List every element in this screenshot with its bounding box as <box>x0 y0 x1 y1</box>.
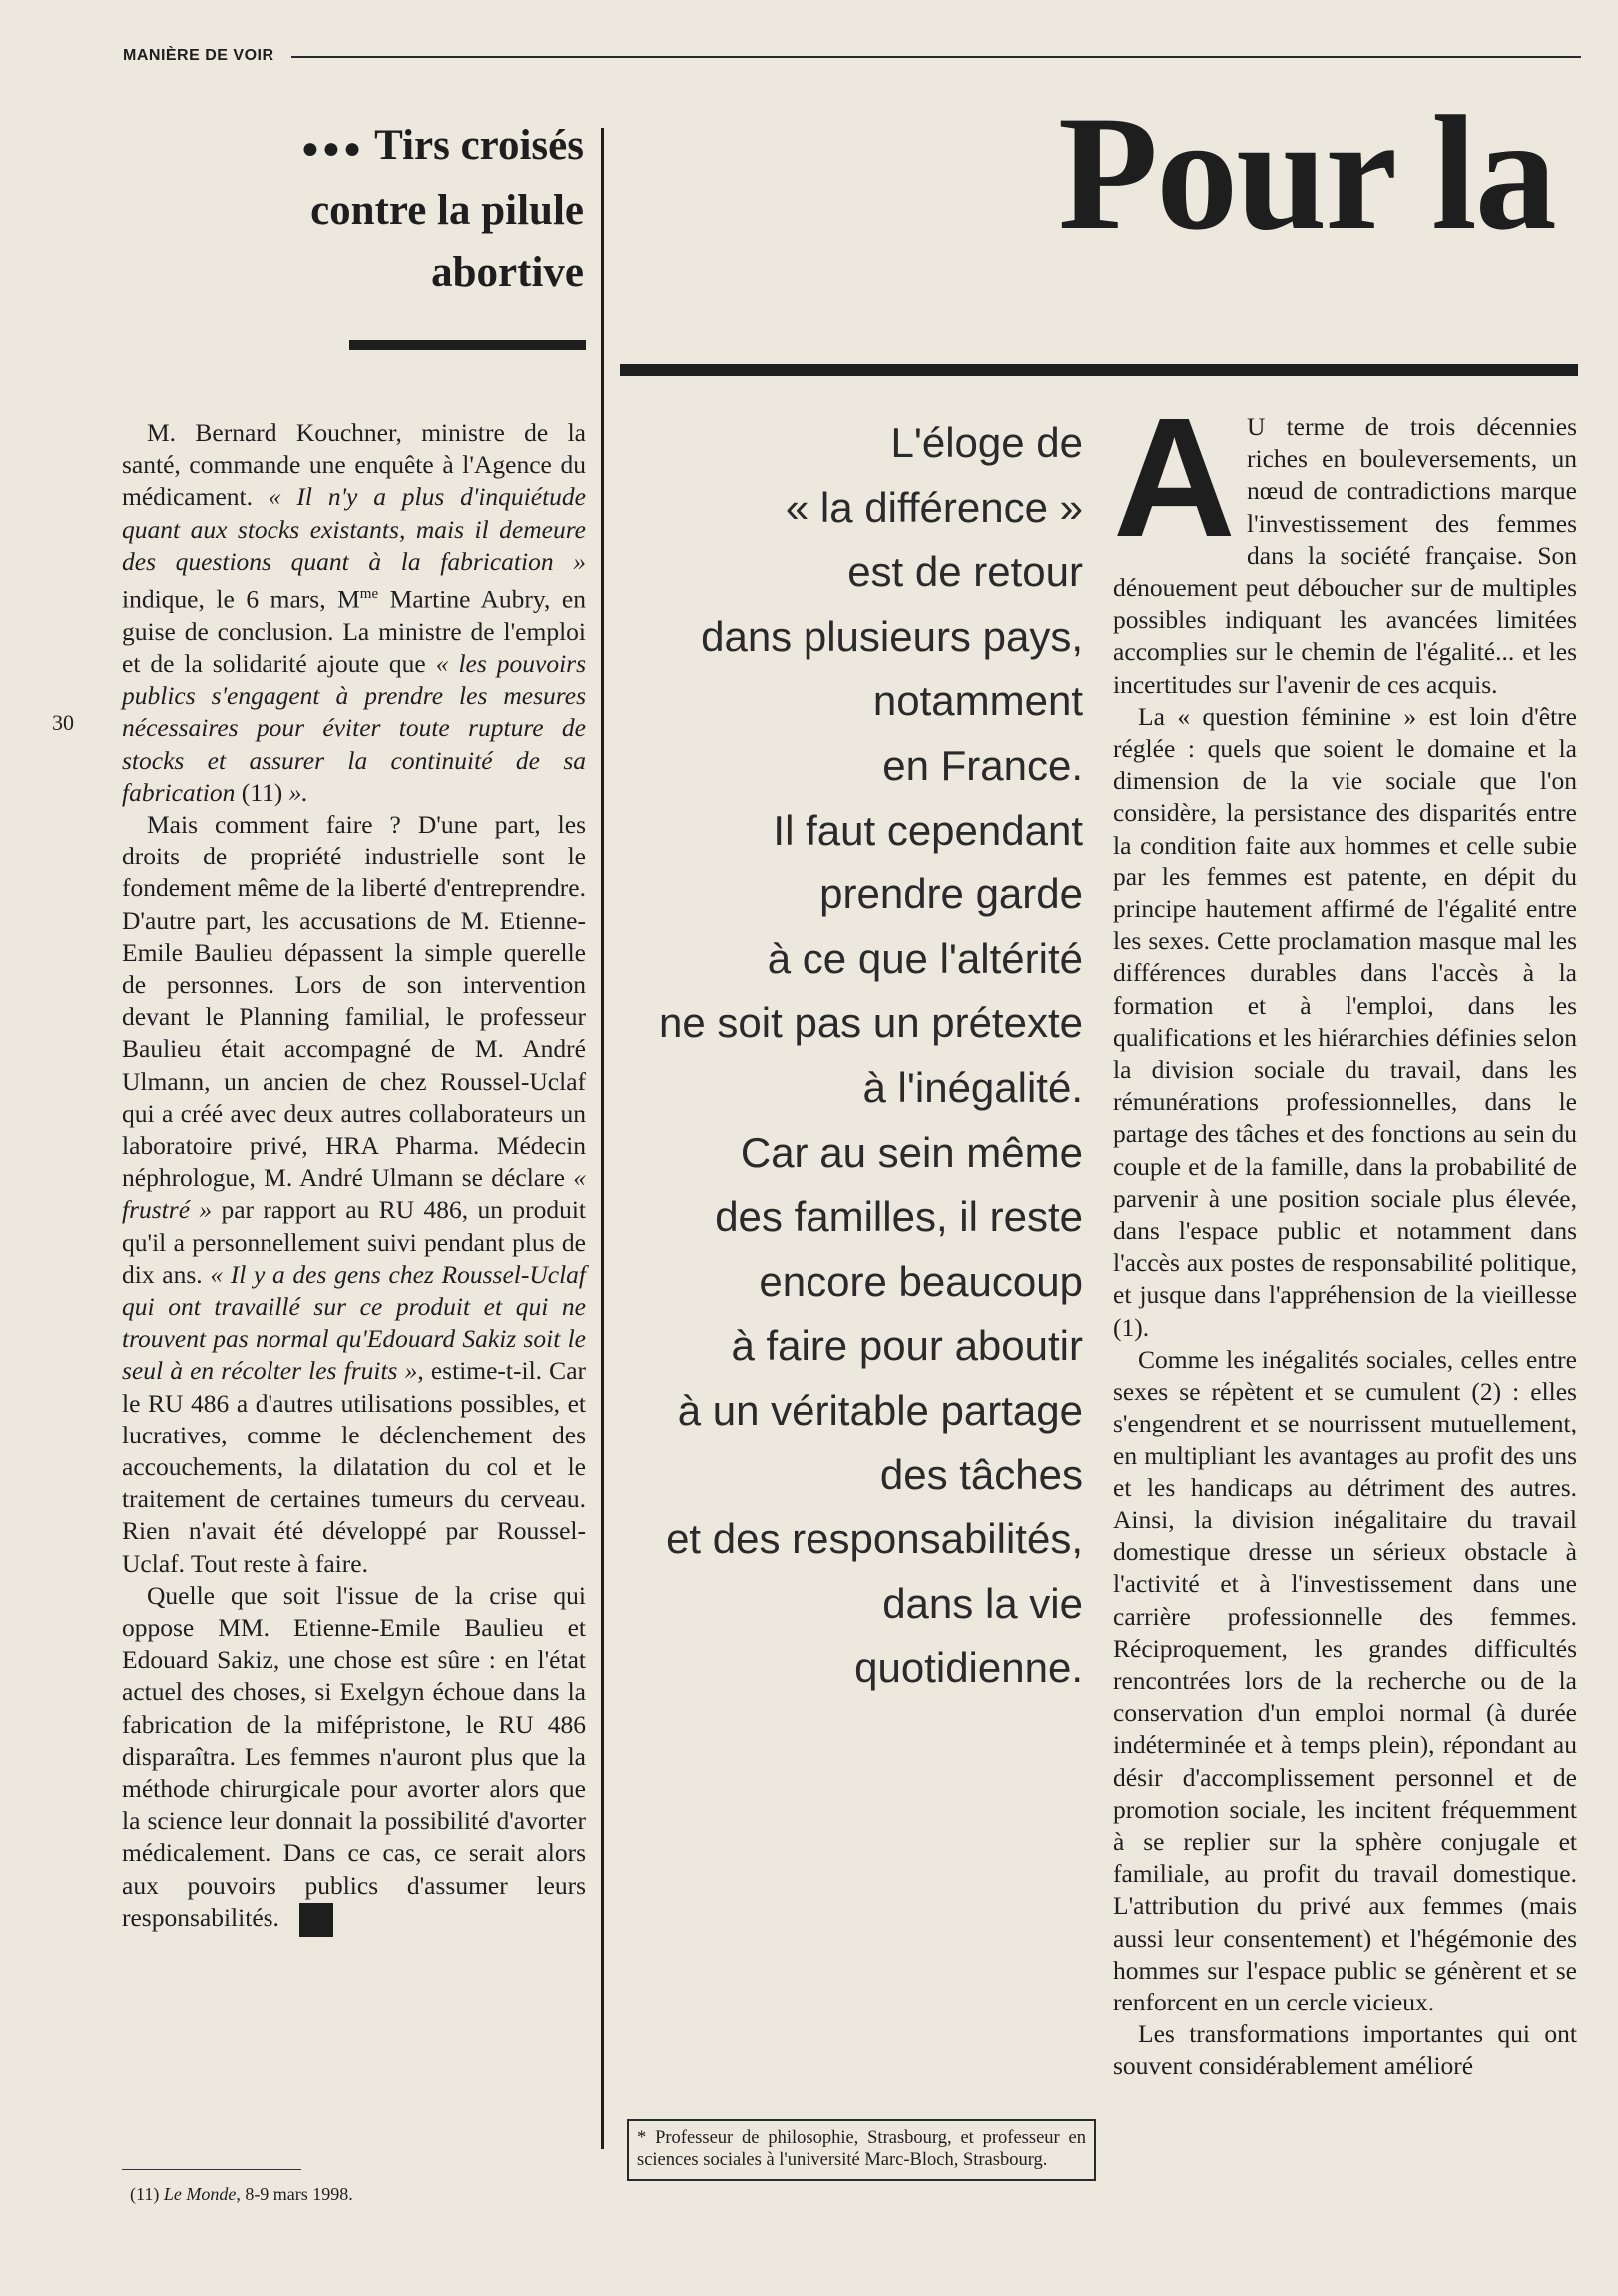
sidebar-title-line-2: contre la pilule <box>310 187 584 235</box>
header-rule <box>291 56 1581 58</box>
pull-quote-line: dans plusieurs pays, <box>701 612 1083 660</box>
pull-quote <box>614 411 1083 1701</box>
drop-cap: A <box>1113 383 1236 573</box>
sidebar-footnote: (11) Le Monde, 8-9 mars 1998. <box>130 2184 353 2204</box>
pull-quote-line: prendre garde <box>819 870 1083 918</box>
pull-quote-line: « la différence » <box>785 483 1083 531</box>
pull-quote-line: L'éloge de <box>890 419 1083 466</box>
pull-quote-line: à faire pour aboutir <box>731 1322 1083 1370</box>
pull-quote-line: des tâches <box>879 1450 1083 1498</box>
pull-quote-line: est de retour <box>847 548 1083 596</box>
sidebar-body <box>122 417 586 1937</box>
pull-quote-line: à l'inégalité. <box>862 1063 1083 1111</box>
pull-quote-line: à ce que l'altérité <box>767 934 1083 982</box>
section-label: MANIÈRE DE VOIR <box>123 47 274 64</box>
title-bar <box>620 364 1578 376</box>
page-number: 30 <box>52 710 74 735</box>
pull-quote-line: encore beaucoup <box>759 1257 1083 1305</box>
article-paragraph: Comme les inégalités sociales, celles entre sexes se répètent et se cumulent (2) : elles s'engendrent et se nourrissent mutuellement, en multipliant les avantages au profit des uns et les handicaps au détriment des autres. Ainsi, la division inégalitaire du travail domestique dresse un sérieux obstacle à l'activité et à l'investissement dans une carrière professionnelle des femmes. Réciproquement, les grandes difficultés rencontrées lors de la recherche ou de la conservation d'un emploi normal (à durée indéterminée et à temps plein), répondant au désir d'accomplissement personnel et de promotion sociale, les incitent fréquemment à se replier sur la sphère conjugale et familiale, au profit du travail domestique. L'attribution du privé aux femmes (mais aussi leur consentement) et l'hégémonie des hommes sur l'espace public se génèrent et se renforcent en un cercle vicieux. <box>1113 1344 1577 2016</box>
pull-quote-line: à un véritable partage <box>677 1386 1083 1434</box>
sidebar-title <box>190 115 584 303</box>
sidebar-paragraph: M. Bernard Kouchner, ministre de la santé, commande une enquête à l'Agence du médicament. « Il n'y a plus d'inquiétude quant aux stocks existants, mais il demeure des questions quant à la fabrication » indique, le 6 mars, $M^{me}$ Martine Aubry, en guise de conclusion. La ministre de l'emploi et de la solidarité ajoute que « les pouvoirs publics s'engagent à prendre les mesures nécessaires pour éviter toute rupture de stocks et assurer la continuité de sa fabrication (11) ». <box>122 418 587 807</box>
pull-quote-line: Il faut cependant <box>773 806 1083 854</box>
pull-quote-line: Car au sein même <box>740 1128 1083 1176</box>
article-paragraph: La « question féminine » est loin d'être réglée : quels que soient le domaine et la dimension de la vie sociale que l'on considère, la persistance des disparités entre la condition faite aux hommes et celle subie par les femmes est patente, en dépit du principe hautement affirmé de l'égalité entre les sexes. Cette proclamation masque mal les différences durables dans l'accès à la formation et à l'emploi, dans les qualifications et les hiérarchies définies selon la division sociale du travail, dans les rémunérations professionnelles, dans le partage des tâches et des fonctions au sein du couple et de la famille, dans la probabilité de parvenir à une position sociale plus élevée, dans l'espace public et notamment dans l'accès aux postes de responsabilité politique, et jusque dans l'appréhension de la vieillesse (1). <box>1113 701 1577 1342</box>
pull-quote-line: notamment <box>872 677 1083 725</box>
author-note: * Professeur de philosophie, Strasbourg, et professeur en sciences sociales à l'université Marc-Bloch, Strasbourg. <box>627 2119 1096 2181</box>
sidebar-paragraph: Quelle que soit l'issue de la crise qui oppose MM. Etienne-Emile Baulieu et Edouard Sakiz, une chose est sûre : en l'état actuel des choses, si Exelgyn échoue dans la fabrication de la mifépristone, le RU 486 disparaîtra. Les femmes n'auront plus que la méthode chirurgicale pour avorter alors que la science leur donnait la possibilité d'avorter médicalement. Dans ce cas, ce serait alors aux pouvoirs publics d'assumer leurs responsabilités. <box>122 1580 586 1937</box>
pull-quote-line: dans la vie <box>882 1579 1083 1627</box>
sidebar-title-line-3: abortive <box>431 249 584 296</box>
article-paragraph: Les transformations importantes qui ont souvent considérablement amélioré <box>1113 2019 1577 2081</box>
pull-quote-line: des familles, il reste <box>715 1193 1083 1241</box>
article-title: Pour la <box>1058 83 1555 264</box>
pull-quote-line: quotidienne. <box>854 1644 1083 1692</box>
sidebar-title-bar <box>349 340 586 350</box>
pull-quote-line: ne soit pas un prétexte <box>659 999 1083 1047</box>
sidebar-paragraph: Mais comment faire ? D'une part, les droits de propriété industrielle sont le fondement même de la liberté d'entreprendre. D'autre part, les accusations de M. Etienne-Emile Baulieu dépassent la simple querelle de personnes. Lors de son intervention devant le Planning familial, le professeur Baulieu était accompagné de M. André Ulmann, un ancien de chez Roussel-Uclaf qui a créé avec deux autres collaborateurs un laboratoire privé, HRA Pharma. Médecin néphrologue, M. André Ulmann se déclare « frustré » par rapport au RU 486, un produit qu'il a personnellement suivi pendant plus de dix ans. « Il y a des gens chez Roussel-Uclaf qui ont travaillé sur ce produit et qui ne trouvent pas normal qu'Edouard Sakiz soit le seul à en récolter les fruits », estime-t-il. Car le RU 486 a d'autres utilisations possibles, et lucratives, comme le déclenchement des accouchements, la dilatation du col et le traitement de certaines tumeurs du cerveau. Rien n'avait été développé par Roussel-Uclaf. Tout reste à faire. <box>122 809 586 1578</box>
end-mark-icon <box>299 1903 333 1937</box>
bullet-dots-icon: ●●● <box>300 132 365 166</box>
sidebar-title-line-1: ●●● Tirs croisés <box>300 122 584 169</box>
footnote-source: Le Monde <box>163 2184 237 2204</box>
column-divider <box>601 128 604 2149</box>
footnote-rule <box>122 2169 301 2170</box>
pull-quote-line: et des responsabilités, <box>666 1515 1083 1563</box>
pull-quote-line: en France. <box>882 741 1083 789</box>
lead-paragraph: A U terme de trois décennies riches en bouleversements, un nœud de contradictions marque l'investissement des femmes dans la société française. Son dénouement peut déboucher sur de multiples possibles indiquant les avancées limitées accomplies sur le chemin de l'égalité... et les incertitudes sur l'avenir de ces acquis. <box>1113 383 1577 699</box>
article-body <box>1113 383 1577 2083</box>
